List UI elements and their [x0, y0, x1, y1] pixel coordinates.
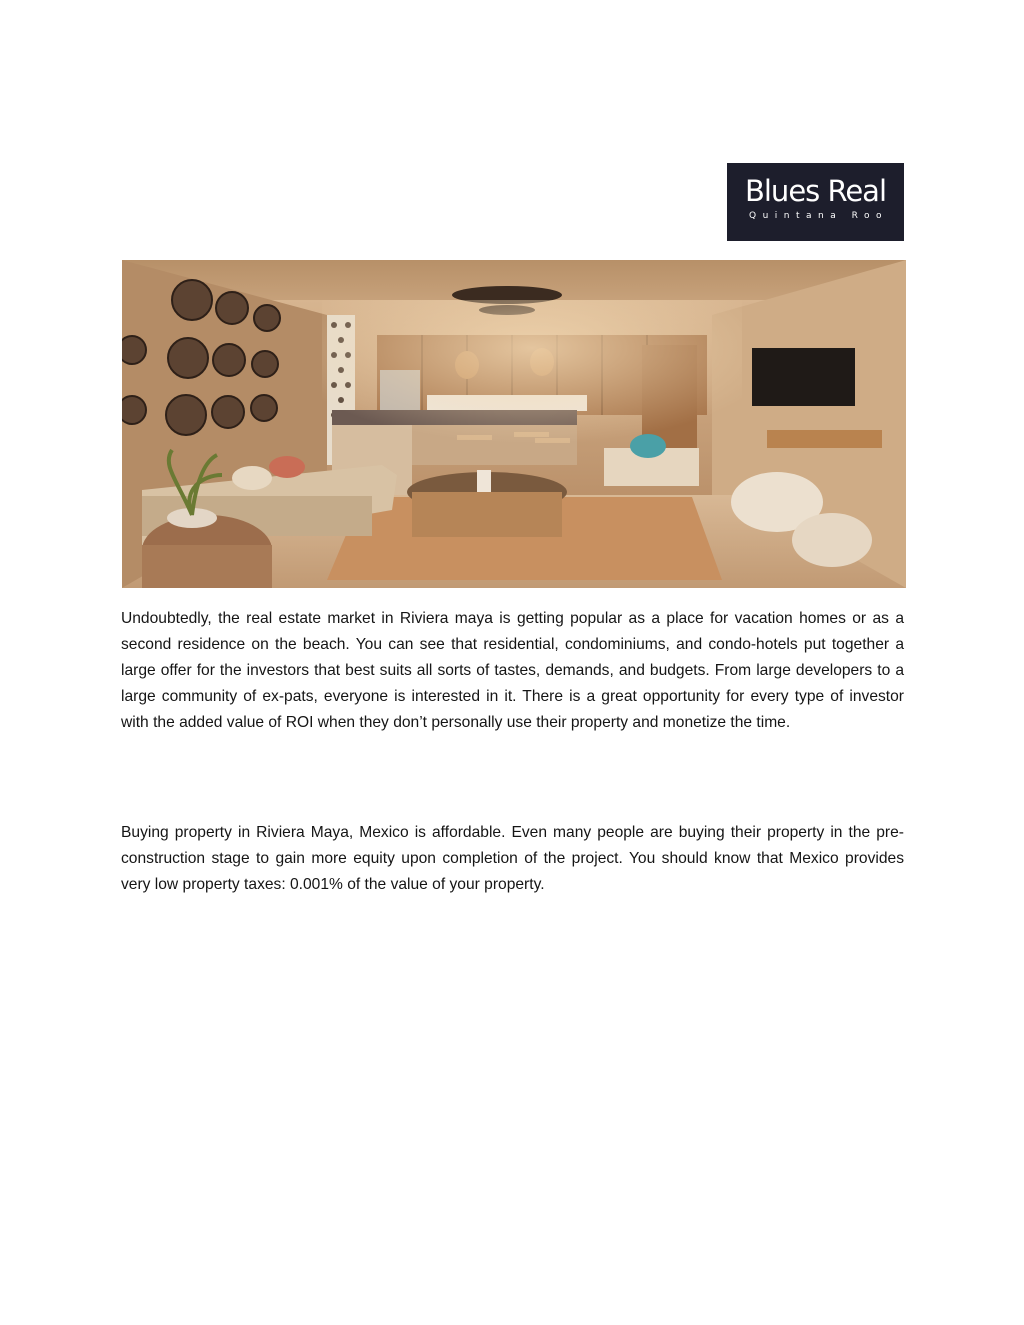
interior-photo	[122, 260, 906, 588]
brand-logo	[727, 163, 904, 241]
taxes-paragraph: Buying property in Riviera Maya, Mexico is affordable. Even many people are buying their property in the pre-construction stage to gain more equity upon completion of the project. You should know that Mexico provides very low property taxes: 0.001% of the value of your property.	[121, 824, 904, 893]
logo-title: Blues Real	[744, 174, 887, 208]
intro-paragraph: Undoubtedly, the real estate market in Riviera maya is getting popular as a place for vacation homes or as a second residence on the beach. You can see that residential, condominiums, and condo-hotels put together a large offer for the investors that best suits all sorts of tastes, demands, and budgets. From large developers to a large community of ex-pats, everyone is interested in it. There is a great opportunity for every type of investor with the added value of ROI when they don’t personally use their property and monetize the time.	[121, 610, 904, 731]
logo-subtitle: Quintana Roo	[749, 211, 888, 221]
